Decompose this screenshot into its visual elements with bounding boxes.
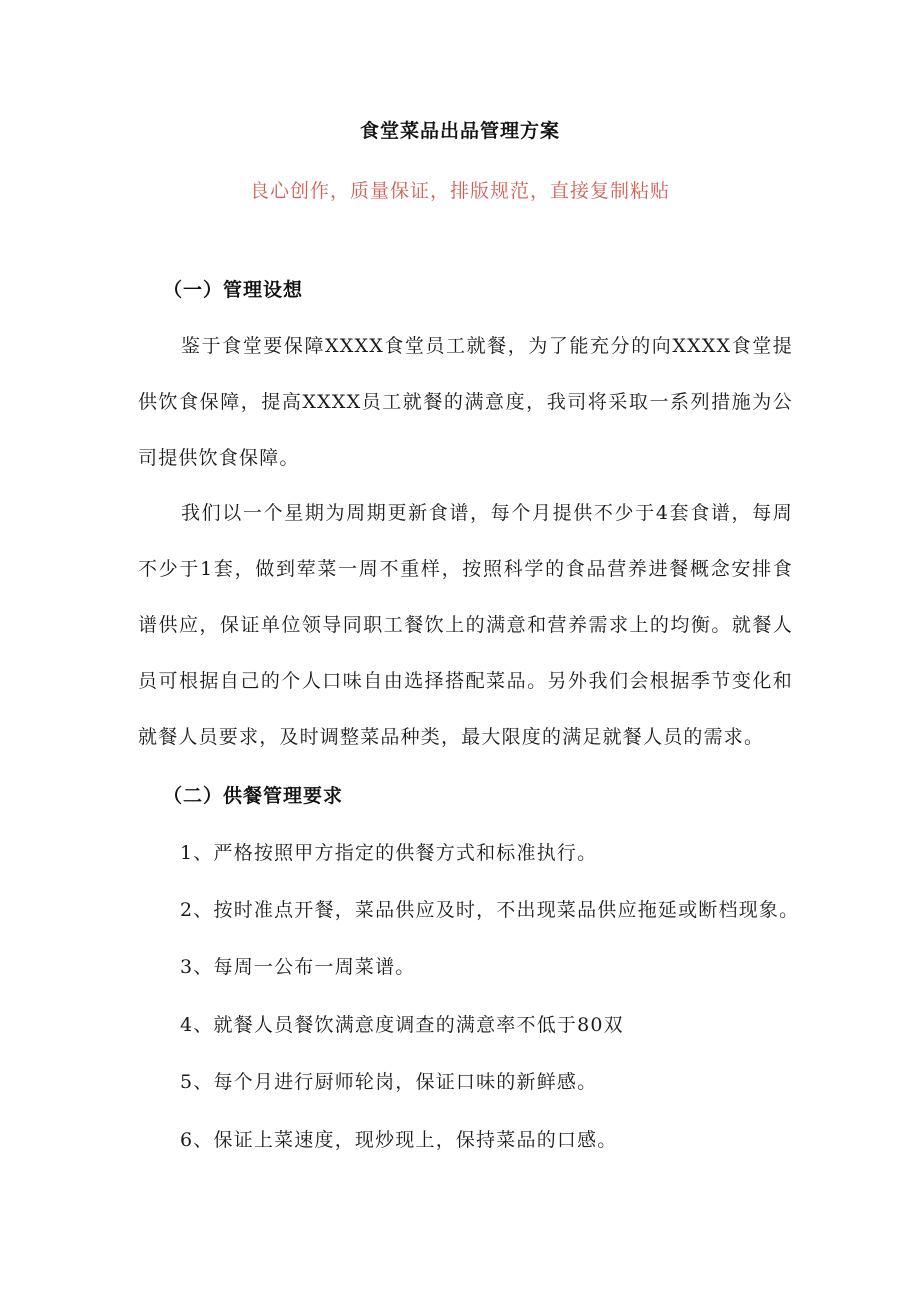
- section-heading-management-concept: （一）管理设想: [163, 279, 304, 301]
- paragraph-2: 我们以一个星期为周期更新食谱，每个月提供不少于4套食谱，每周不少于1套，做到荤菜一周不重样，按照科学的食品营养进餐概念安排食谱供应，保证单位领导同职工餐饮上的满意和营养需求上的均衡。就餐人员可根据自己的个人口味自由选择搭配菜品。另外我们会根据季节变化和就餐人员要求，及时调整菜品种类，最大限度的满足就餐人员的需求。: [138, 502, 793, 748]
- list-item: 5、每个月进行厨师轮岗，保证口味的新鲜感。: [180, 1071, 598, 1093]
- document-subtitle: 良心创作，质量保证，排版规范，直接复制粘贴: [249, 180, 670, 202]
- list-item: 1、严格按照甲方指定的供餐方式和标准执行。: [180, 842, 598, 864]
- document-title: 食堂菜品出品管理方案: [359, 120, 560, 142]
- list-item: 4、就餐人员餐饮满意度调查的满意率不低于80双: [180, 1014, 624, 1036]
- paragraph-1: 鉴于食堂要保障XXXX食堂员工就餐，为了能充分的向XXXX食堂提供饮食保障，提高XXXX员工就餐的满意度，我司将采取一系列措施为公司提供饮食保障。: [138, 335, 793, 469]
- list-item: 2、按时准点开餐，菜品供应及时，不出现菜品供应拖延或断档现象。: [180, 899, 800, 921]
- list-item: 3、每周一公布一周菜谱。: [180, 956, 416, 978]
- list-item: 6、保证上菜速度，现炒现上，保持菜品的口感。: [180, 1129, 618, 1151]
- section-heading-meal-requirements: （二）供餐管理要求: [163, 785, 344, 807]
